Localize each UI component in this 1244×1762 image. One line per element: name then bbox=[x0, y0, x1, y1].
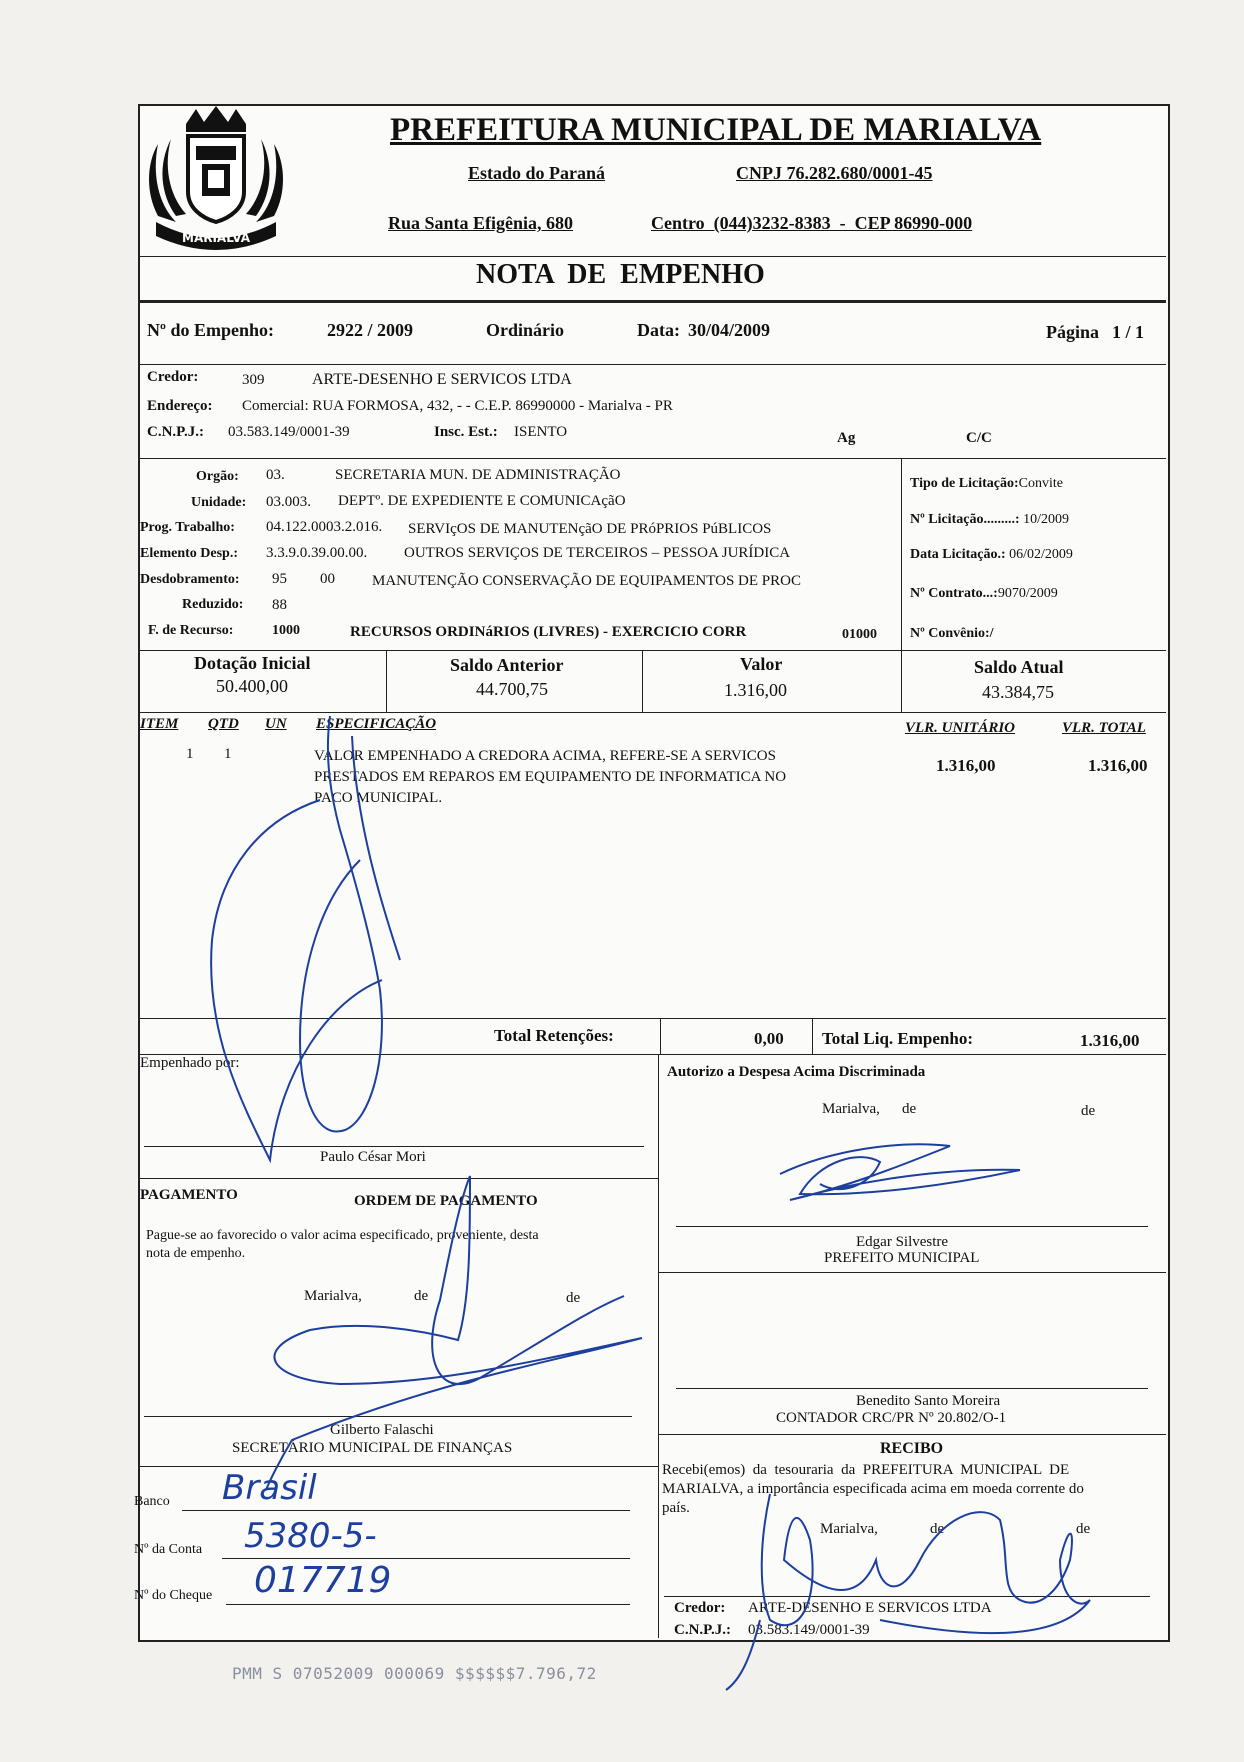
item-spec-line-2: PRESTADOS EM REPAROS EM EQUIPAMENTO DE INFORMATICA NO bbox=[314, 769, 787, 785]
credor-code: 309 bbox=[242, 372, 265, 388]
banco-label: Banco bbox=[134, 1494, 170, 1509]
prefeito-name: Edgar Silvestre bbox=[856, 1234, 949, 1250]
col-spec: ESPECIFICAÇÃO bbox=[316, 716, 437, 732]
empenho-number: 2922 / 2009 bbox=[327, 320, 414, 340]
credor-address-label: Endereço: bbox=[147, 398, 213, 414]
pagamento-place: Marialva, bbox=[304, 1288, 362, 1304]
state-label: Estado do Paraná bbox=[468, 163, 606, 183]
recibo-title: RECIBO bbox=[880, 1440, 944, 1457]
reduzido-value: 88 bbox=[272, 597, 287, 613]
item-number: 1 bbox=[186, 746, 194, 762]
autorizo-place: Marialva, bbox=[822, 1101, 880, 1117]
orgao-name: SECRETARIA MUN. DE ADMINISTRAÇÃO bbox=[335, 467, 621, 483]
item-total-value: 1.316,00 bbox=[1088, 756, 1148, 775]
contact-label: Centro (044)3232-8383 - CEP 86990-000 bbox=[651, 213, 973, 233]
col-total-value: VLR. TOTAL bbox=[1062, 720, 1146, 736]
cheque-label: Nº do Cheque bbox=[134, 1588, 213, 1603]
convenio-label: Nº Convênio:/ bbox=[910, 626, 994, 641]
pagamento-label: PAGAMENTO bbox=[140, 1187, 238, 1203]
credor-ag-label: Ag bbox=[837, 430, 856, 446]
ordem-pagamento-title: ORDEM DE PAGAMENTO bbox=[354, 1193, 538, 1209]
credor-label: Credor: bbox=[147, 369, 199, 385]
recurso-sub: 01000 bbox=[842, 627, 877, 642]
autorizo-de-1: de bbox=[902, 1101, 917, 1117]
page-number: 1 / 1 bbox=[1112, 322, 1145, 342]
item-spec-line-1: VALOR EMPENHADO A CREDORA ACIMA, REFERE-SE A SERVICOS bbox=[314, 748, 776, 764]
data-licitacao-label: Data Licitação.: 06/02/2009 bbox=[910, 547, 1073, 562]
valor-value: 1.316,00 bbox=[724, 680, 787, 700]
pagamento-de-1: de bbox=[414, 1288, 429, 1304]
saldo-atual-value: 43.384,75 bbox=[982, 682, 1054, 702]
contador-name: Benedito Santo Moreira bbox=[856, 1393, 1001, 1409]
col-un: UN bbox=[265, 716, 287, 732]
liquido-label: Total Liq. Empenho: bbox=[822, 1029, 973, 1048]
credor-cnpj-label: C.N.P.J.: bbox=[147, 424, 204, 440]
recibo-place: Marialva, bbox=[820, 1521, 878, 1537]
svg-text:MARIALVA: MARIALVA bbox=[182, 231, 250, 245]
retencoes-label: Total Retenções: bbox=[494, 1026, 614, 1045]
col-unit-value: VLR. UNITÁRIO bbox=[905, 720, 1016, 736]
credor-cnpj: 03.583.149/0001-39 bbox=[228, 424, 350, 440]
address-label: Rua Santa Efigênia, 680 bbox=[388, 213, 574, 233]
unidade-label: Unidade: bbox=[191, 495, 247, 510]
page-title: PREFEITURA MUNICIPAL DE MARIALVA bbox=[390, 112, 1042, 148]
recibo-credor-name: ARTE-DESENHO E SERVICOS LTDA bbox=[748, 1600, 992, 1616]
empenho-date: 30/04/2009 bbox=[688, 320, 771, 340]
processing-stamp: PMM S 07052009 000069 $$$$$$7.796,72 bbox=[232, 1664, 597, 1683]
prog-code: 04.122.0003.2.016. bbox=[266, 519, 383, 535]
elemento-name: OUTROS SERVIÇOS DE TERCEIROS – PESSOA JURÍDICA bbox=[404, 545, 791, 561]
conta-label: Nº da Conta bbox=[134, 1542, 203, 1557]
recibo-de-1: de bbox=[930, 1521, 945, 1537]
elemento-code: 3.3.9.0.39.00.00. bbox=[266, 545, 368, 561]
recurso-code: 1000 bbox=[272, 623, 300, 638]
autorizo-title: Autorizo a Despesa Acima Discriminada bbox=[667, 1064, 926, 1080]
pagamento-text-line-2: nota de empenho. bbox=[146, 1246, 246, 1261]
credor-name: ARTE-DESENHO E SERVICOS LTDA bbox=[312, 371, 572, 388]
empenho-number-label: Nº do Empenho: bbox=[147, 320, 274, 340]
cheque-value: 017719 bbox=[254, 1560, 392, 1601]
autorizo-de-2: de bbox=[1081, 1103, 1096, 1119]
col-qtd: QTD bbox=[208, 716, 239, 732]
desdob-sub: 00 bbox=[320, 571, 335, 587]
orgao-label: Orgão: bbox=[196, 469, 239, 484]
contrato-label: Nº Contrato...:9070/2009 bbox=[910, 586, 1058, 601]
saldo-atual-label: Saldo Atual bbox=[974, 657, 1064, 677]
secretario-name: Gilberto Falaschi bbox=[330, 1422, 434, 1438]
orgao-code: 03. bbox=[266, 467, 285, 483]
coat-of-arms-icon bbox=[146, 104, 286, 254]
recibo-cnpj-label: C.N.P.J.: bbox=[674, 1622, 731, 1638]
dotacao-value: 50.400,00 bbox=[216, 676, 288, 696]
retencoes-value: 0,00 bbox=[754, 1029, 784, 1048]
banco-value: Brasil bbox=[222, 1468, 317, 1508]
credor-insc-label: Insc. Est.: bbox=[434, 424, 498, 440]
prog-name: SERVIçOS DE MANUTENçãO DE PRóPRIOS PúBLICOS bbox=[408, 521, 772, 537]
empenhado-name: Paulo César Mori bbox=[320, 1149, 426, 1165]
dotacao-label: Dotação Inicial bbox=[194, 653, 311, 673]
unidade-name: DEPTº. DE EXPEDIENTE E COMUNICAçãO bbox=[338, 493, 626, 509]
liquido-value: 1.316,00 bbox=[1080, 1031, 1140, 1050]
empenho-date-label: Data: bbox=[637, 320, 680, 340]
recibo-line-3: país. bbox=[662, 1500, 690, 1516]
pagamento-de-2: de bbox=[566, 1290, 581, 1306]
doc-title: NOTA DE EMPENHO bbox=[476, 259, 765, 290]
recibo-line-2: MARIALVA, a importância especificada acima em moeda corrente do bbox=[662, 1481, 1084, 1497]
recibo-de-2: de bbox=[1076, 1521, 1091, 1537]
valor-label: Valor bbox=[740, 654, 783, 674]
credor-insc: ISENTO bbox=[514, 424, 568, 440]
unidade-code: 03.003. bbox=[266, 494, 311, 510]
item-unit-value: 1.316,00 bbox=[936, 756, 996, 775]
item-spec-line-3: PACO MUNICIPAL. bbox=[314, 790, 443, 806]
prefeito-role: PREFEITO MUNICIPAL bbox=[824, 1250, 980, 1266]
recibo-cnpj-value: 03.583.149/0001-39 bbox=[748, 1622, 870, 1638]
secretario-role: SECRETÁRIO MUNICIPAL DE FINANÇAS bbox=[232, 1440, 513, 1456]
desdob-name: MANUTENÇÃO CONSERVAÇÃO DE EQUIPAMENTOS DE PROC bbox=[372, 573, 801, 589]
saldo-anterior-label: Saldo Anterior bbox=[450, 655, 564, 675]
recibo-credor-label: Credor: bbox=[674, 1600, 726, 1616]
numero-licitacao-label: Nº Licitação.........: 10/2009 bbox=[910, 512, 1069, 527]
desdob-code: 95 bbox=[272, 571, 287, 587]
item-qtd: 1 bbox=[224, 746, 232, 762]
elemento-label: Elemento Desp.: bbox=[140, 546, 238, 561]
recurso-label: F. de Recurso: bbox=[148, 623, 234, 638]
contador-role: CONTADOR CRC/PR Nº 20.802/O-1 bbox=[776, 1410, 1007, 1426]
recurso-name: RECURSOS ORDINáRIOS (LIVRES) - EXERCICIO CORR bbox=[350, 624, 747, 640]
reduzido-label: Reduzido: bbox=[182, 597, 244, 612]
cnpj-label: CNPJ 76.282.680/0001-45 bbox=[736, 163, 933, 183]
tipo-licitacao-label: Tipo de Licitação:Convite bbox=[910, 476, 1063, 491]
saldo-anterior-value: 44.700,75 bbox=[476, 679, 548, 699]
credor-address: Comercial: RUA FORMOSA, 432, - - C.E.P. 86990000 - Marialva - PR bbox=[242, 398, 673, 414]
recibo-line-1: Recebi(emos) da tesouraria da PREFEITURA MUNICIPAL DE bbox=[662, 1462, 1070, 1478]
desdob-label: Desdobramento: bbox=[140, 572, 240, 587]
empenho-type: Ordinário bbox=[486, 320, 565, 340]
conta-value: 5380-5- bbox=[244, 1516, 377, 1556]
page-label: Página bbox=[1046, 322, 1100, 342]
col-item: ITEM bbox=[140, 716, 179, 732]
credor-cc-label: C/C bbox=[966, 430, 992, 446]
pagamento-text-line-1: Pague-se ao favorecido o valor acima especificado, proveniente, desta bbox=[146, 1228, 539, 1243]
prog-label: Prog. Trabalho: bbox=[140, 520, 235, 535]
empenhado-label: Empenhado por: bbox=[140, 1055, 240, 1071]
